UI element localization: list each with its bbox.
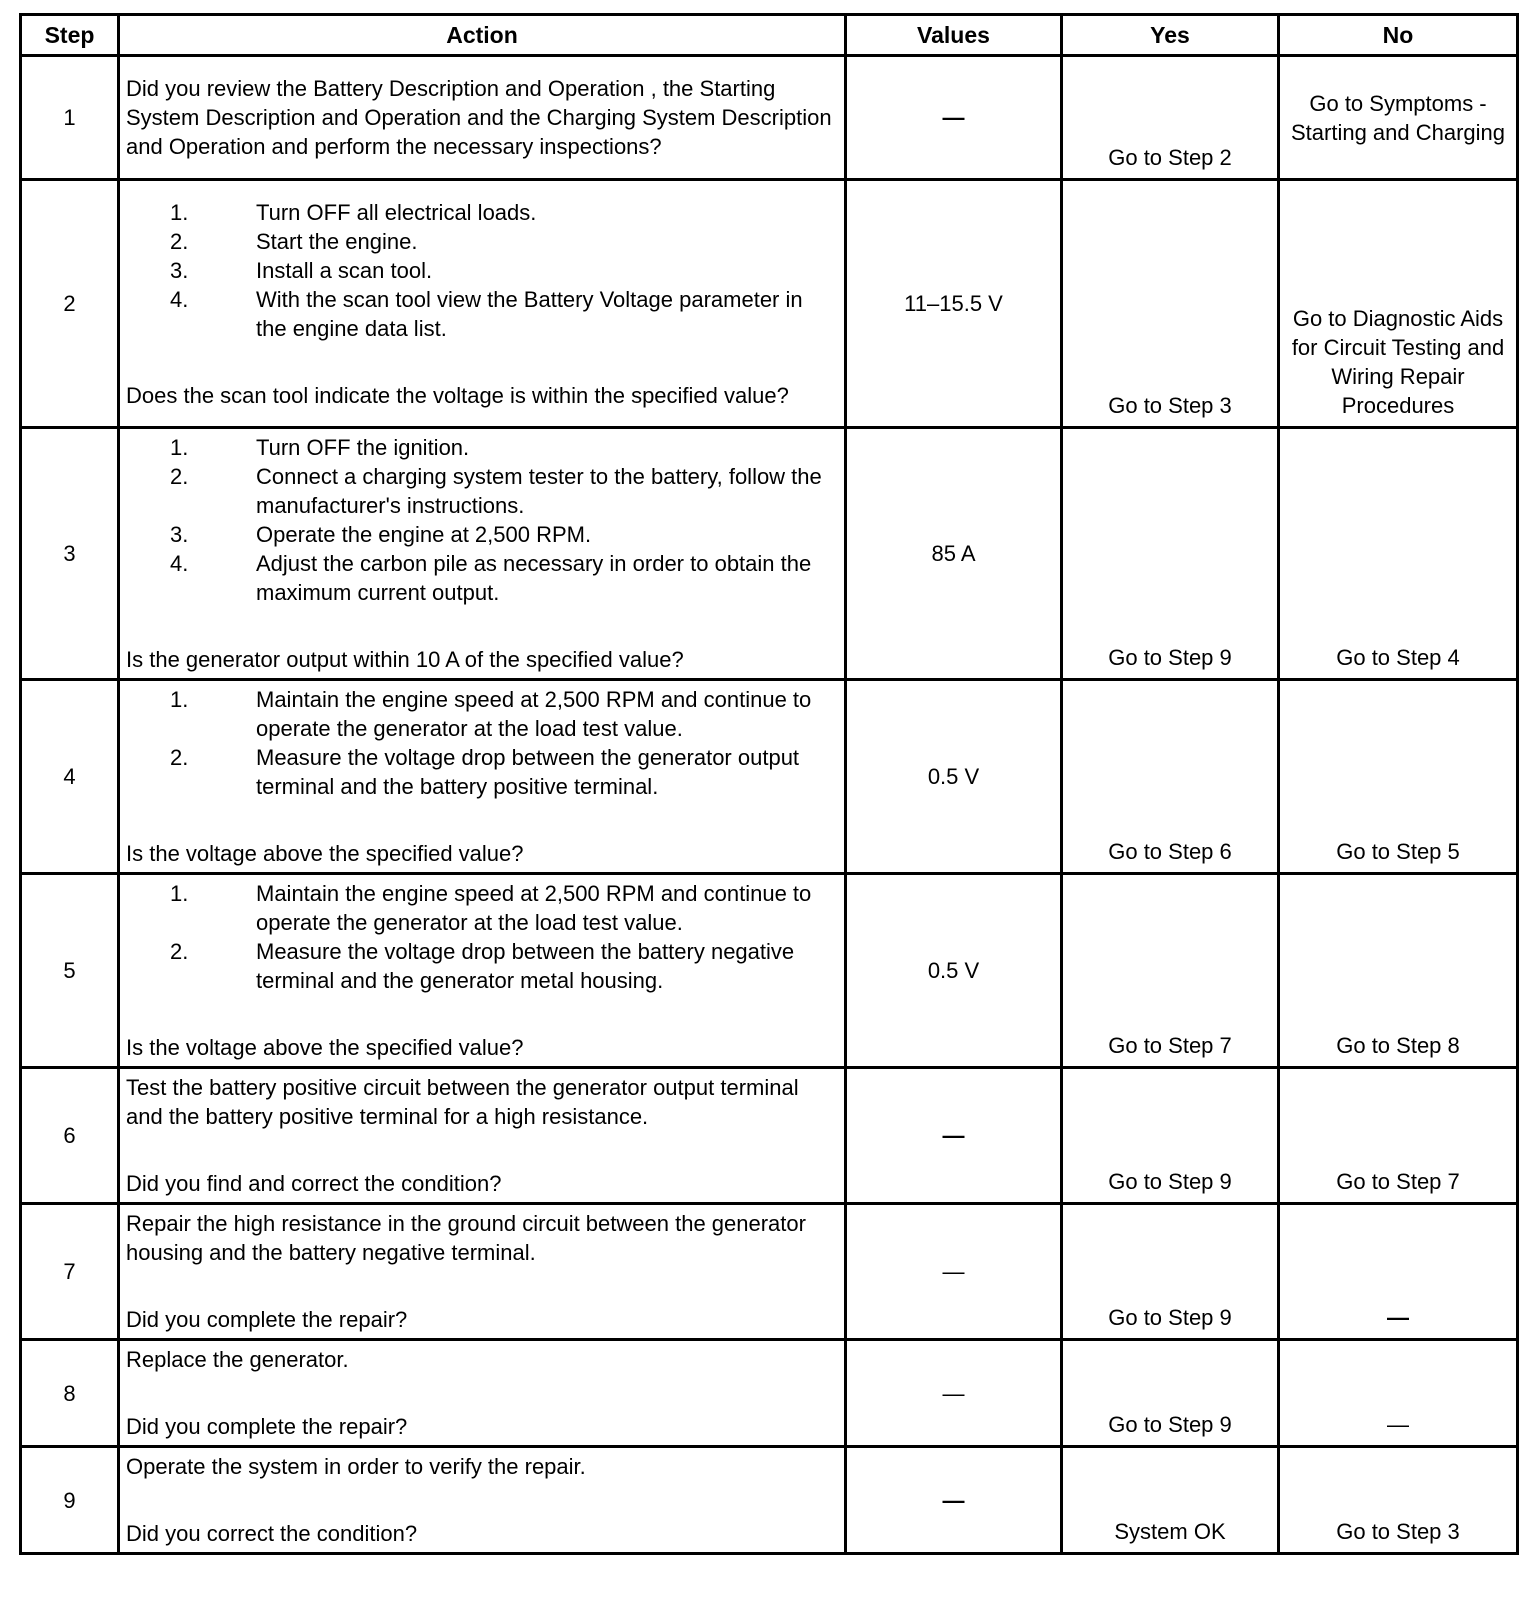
action-cell xyxy=(119,56,846,180)
action-cell xyxy=(119,1447,846,1554)
action-step-item: 1. Maintain the engine speed at 2,500 RPM and continue to operate the generator at the load test value. xyxy=(170,881,812,935)
header-values: Values xyxy=(846,15,1062,56)
yes-cell: Go to Step 2 xyxy=(1062,56,1279,180)
action-cell xyxy=(119,180,846,428)
action-cell xyxy=(119,680,846,874)
no-cell: — xyxy=(1279,1340,1518,1447)
action-step-item: 3. Install a scan tool. xyxy=(170,257,433,283)
action-text: Replace the generator. xyxy=(126,1347,349,1372)
no-cell: Go to Symptoms - Starting and Charging xyxy=(1279,56,1518,180)
step-number: 9 xyxy=(21,1447,119,1554)
action-step-item: 3. Operate the engine at 2,500 RPM. xyxy=(170,522,592,547)
step-number: 7 xyxy=(21,1204,119,1340)
step-number: 6 xyxy=(21,1068,119,1204)
table-row xyxy=(21,1340,1518,1447)
value-cell: 85 A xyxy=(846,428,1062,680)
action-question: Is the voltage above the specified value? xyxy=(126,1035,524,1060)
table-row xyxy=(21,1204,1518,1340)
action-step-item: 1. Turn OFF the ignition. xyxy=(170,435,470,460)
no-cell: Go to Step 8 xyxy=(1279,874,1518,1068)
action-question: Did you complete the repair? xyxy=(126,1307,408,1332)
action-steps xyxy=(126,433,838,607)
no-cell: Go to Step 3 xyxy=(1279,1447,1518,1554)
action-question: Is the generator output within 10 A of the specified value? xyxy=(126,647,684,672)
action-question: Is the voltage above the specified value? xyxy=(126,841,524,866)
action-question: Did you complete the repair? xyxy=(126,1414,408,1439)
value-cell: — xyxy=(846,1068,1062,1204)
yes-cell: Go to Step 7 xyxy=(1062,874,1279,1068)
action-step-item: 1. Turn OFF all electrical loads. xyxy=(170,199,537,225)
step-number: 8 xyxy=(21,1340,119,1447)
step-number: 5 xyxy=(21,874,119,1068)
table-row xyxy=(21,874,1518,1068)
no-cell: Go to Step 7 xyxy=(1279,1068,1518,1204)
action-step-item: 2. Measure the voltage drop between the generator output terminal and the battery positive terminal. xyxy=(170,745,800,799)
step-number: 3 xyxy=(21,428,119,680)
table-row xyxy=(21,428,1518,680)
no-cell: Go to Diagnostic Aids for Circuit Testing and Wiring Repair Procedures xyxy=(1279,180,1518,428)
yes-cell: Go to Step 9 xyxy=(1062,1340,1279,1447)
action-question: Did you correct the condition? xyxy=(126,1521,418,1546)
action-steps xyxy=(126,879,838,995)
table-row xyxy=(21,680,1518,874)
table-row xyxy=(21,1068,1518,1204)
no-cell: — xyxy=(1279,1204,1518,1340)
action-step-item: 1. Maintain the engine speed at 2,500 RPM and continue to operate the generator at the load test value. xyxy=(170,687,812,741)
header-row xyxy=(21,15,1518,56)
header-yes: Yes xyxy=(1062,15,1279,56)
value-cell: — xyxy=(846,1447,1062,1554)
value-cell: — xyxy=(846,1340,1062,1447)
action-steps xyxy=(126,685,838,801)
action-steps xyxy=(126,198,838,343)
action-cell xyxy=(119,1204,846,1340)
step-number: 1 xyxy=(21,56,119,180)
header-no: No xyxy=(1279,15,1518,56)
value-cell: 0.5 V xyxy=(846,680,1062,874)
no-cell: Go to Step 4 xyxy=(1279,428,1518,680)
action-step-item: 4. With the scan tool view the Battery Voltage parameter in the engine data list. xyxy=(170,286,803,341)
yes-cell: Go to Step 9 xyxy=(1062,1204,1279,1340)
action-cell xyxy=(119,1068,846,1204)
no-cell: Go to Step 5 xyxy=(1279,680,1518,874)
yes-cell: Go to Step 3 xyxy=(1062,180,1279,428)
action-step-item: 2. Start the engine. xyxy=(170,228,418,254)
table-row xyxy=(21,56,1518,180)
action-question: Does the scan tool indicate the voltage is within the specified value? xyxy=(126,382,789,408)
header-action: Action xyxy=(119,15,846,56)
value-cell: 0.5 V xyxy=(846,874,1062,1068)
action-text: Test the battery positive circuit between the generator output terminal and the battery positive terminal for a high resistance. xyxy=(126,1075,799,1129)
action-cell xyxy=(119,1340,846,1447)
action-cell xyxy=(119,428,846,680)
header-step: Step xyxy=(21,15,119,56)
step-number: 4 xyxy=(21,680,119,874)
table-row xyxy=(21,1447,1518,1554)
value-cell: — xyxy=(846,56,1062,180)
action-question: Did you find and correct the condition? xyxy=(126,1171,502,1196)
diagnostic-table xyxy=(19,13,1519,1555)
value-cell: 11–15.5 V xyxy=(846,180,1062,428)
action-cell xyxy=(119,874,846,1068)
action-text: Did you review the Battery Description and Operation , the Starting System Description and Operation and the Charging System Description and Operation and perform the necessary inspections? xyxy=(126,76,832,159)
value-cell: — xyxy=(846,1204,1062,1340)
table-row xyxy=(21,180,1518,428)
yes-cell: Go to Step 6 xyxy=(1062,680,1279,874)
action-step-item: 4. Adjust the carbon pile as necessary in order to obtain the maximum current output. xyxy=(170,551,812,605)
yes-cell: Go to Step 9 xyxy=(1062,428,1279,680)
step-number: 2 xyxy=(21,180,119,428)
action-text: Repair the high resistance in the ground circuit between the generator housing and the battery negative terminal. xyxy=(126,1211,806,1265)
yes-cell: Go to Step 9 xyxy=(1062,1068,1279,1204)
yes-cell: System OK xyxy=(1062,1447,1279,1554)
action-text: Operate the system in order to verify the repair. xyxy=(126,1454,586,1479)
action-step-item: 2. Connect a charging system tester to the battery, follow the manufacturer's instructions. xyxy=(170,464,822,518)
action-step-item: 2. Measure the voltage drop between the battery negative terminal and the generator metal housing. xyxy=(170,939,795,993)
